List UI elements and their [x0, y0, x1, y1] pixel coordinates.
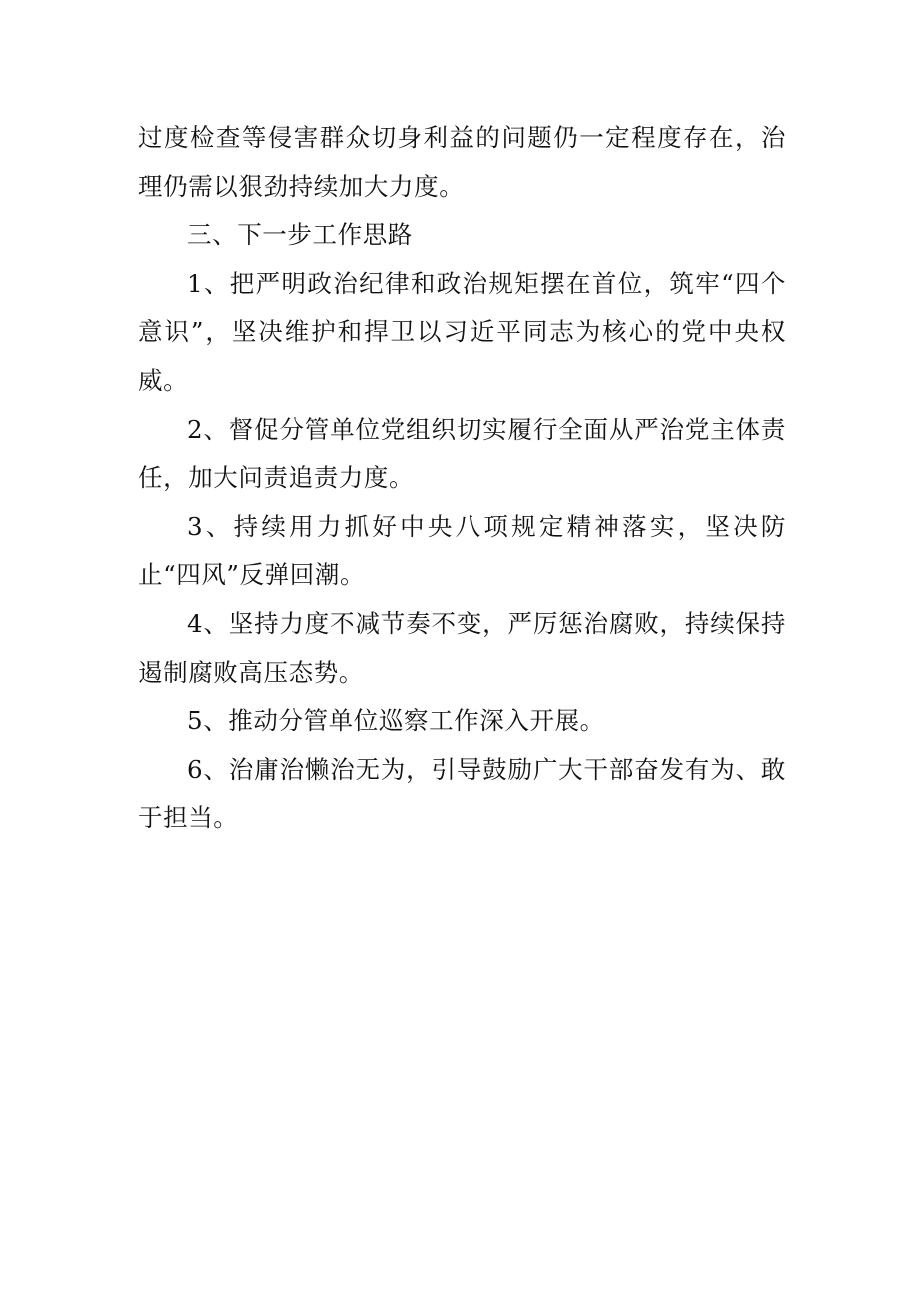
list-item-6: 6、治庸治懒治无为，引导鼓励广大干部奋发有为、敢于担当。 — [138, 754, 786, 833]
list-item-4: 4、坚持力度不减节奏不变，严厉惩治腐败，持续保持遏制腐败高压态势。 — [138, 608, 786, 687]
list-item-3: 3、持续用力抓好中央八项规定精神落实，坚决防止“四风”反弹回潮。 — [138, 511, 786, 590]
list-item-5: 5、推动分管单位巡察工作深入开展。 — [187, 706, 605, 736]
list-item-1: 1、把严明政治纪律和政治规矩摆在首位，筑牢“四个意识”，坚决维护和捍卫以习近平同志为核心的党中央权威。 — [138, 268, 786, 395]
list-item-2: 2、督促分管单位党组织切实履行全面从严治党主体责任，加大问责追责力度。 — [138, 414, 786, 493]
document-body — [138, 114, 786, 843]
continuation-paragraph: 过度检查等侵害群众切身利益的问题仍一定程度存在，治理仍需以狠劲持续加大力度。 — [138, 123, 786, 201]
section-heading: 三、下一步工作思路 — [187, 220, 413, 250]
